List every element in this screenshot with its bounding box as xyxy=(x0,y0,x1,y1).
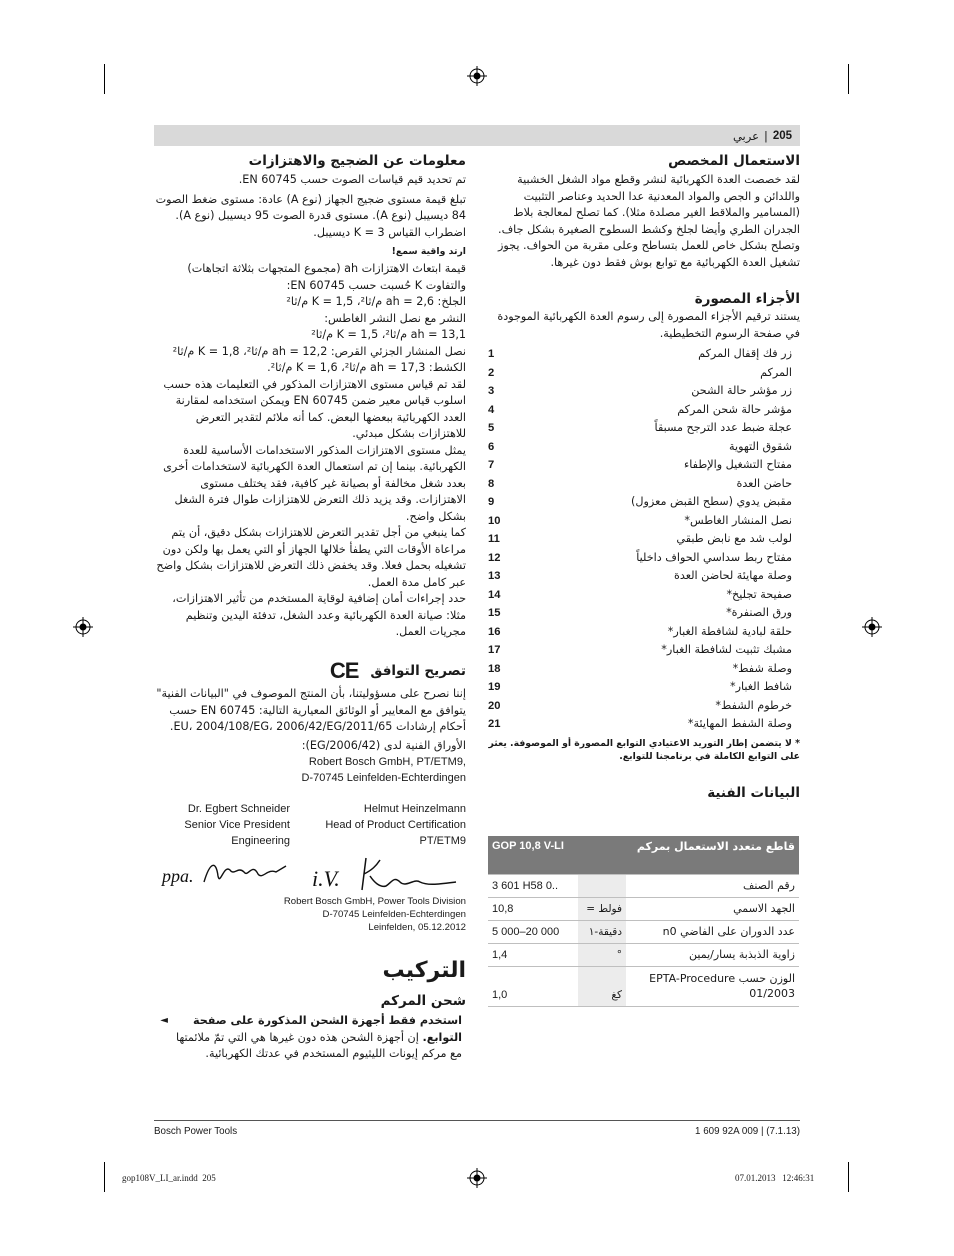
component-item xyxy=(488,493,800,512)
component-item xyxy=(488,345,800,364)
table-row xyxy=(488,966,799,1006)
conformity-address2: D-70745 Leinfelden-Echterdingen xyxy=(301,772,466,784)
table-cell-unit: ° xyxy=(578,943,626,966)
page-header xyxy=(690,127,792,145)
table-row xyxy=(488,874,799,897)
component-item xyxy=(488,623,800,642)
component-number: 12 xyxy=(488,551,501,564)
technical-data-table xyxy=(488,836,799,1007)
signer-1 xyxy=(170,801,290,849)
component-number: 16 xyxy=(488,625,501,638)
component-label: شافط الغبار* xyxy=(729,680,792,693)
component-number: 2 xyxy=(488,366,495,379)
component-item xyxy=(488,419,800,438)
component-number: 10 xyxy=(488,514,501,527)
table-cell-value: 10,8 xyxy=(488,897,578,920)
division-line3: Leinfelden, 05.12.2012 xyxy=(368,922,466,933)
signature-2-icon xyxy=(310,852,460,896)
noise-grind: الجلخ: ah = 2,6 م/ثا²، K = 1,5 م/ثا² xyxy=(286,295,466,308)
component-label: مقبض يدوي (سطح القبض معزول) xyxy=(631,495,792,508)
table-cell-label: الجهد الاسمي xyxy=(626,897,799,920)
table-header-model: GOP 10,8 V-LI xyxy=(488,836,578,874)
intended-use-title: الاستعمال المخصص xyxy=(668,153,800,169)
noise-p7: حدد إجراءات أمان إضافية لوقاية المستخدم من تأثير الاهتزازات، مثلا: صيانة العدة الكهربائية وعدد الشغل، تدفئة اليدين وتنظيم مجريات العمل. xyxy=(172,592,466,638)
table-row xyxy=(488,897,799,920)
components-note: * لا يتضمن إطار التوريد الاعتيادي التوابع المصورة أو الموصوفة. يعثر على التوابع الكاملة في برنامجنا للتوابع. xyxy=(488,737,800,762)
slug-file xyxy=(122,1173,216,1183)
components-title: الأجزاء المصورة xyxy=(694,291,800,307)
component-label: حلقة لبادية لشافطة الغبار* xyxy=(667,624,792,638)
noise-plunge: ah = 13,1 م/ثا²، K = 1,5 م/ثا² xyxy=(311,328,466,341)
component-number: 1 xyxy=(488,348,495,360)
table-cell-value: 5 000–20 000 xyxy=(488,920,578,943)
noise-p3: قيمة ابتعاث الاهتزازات ah (مجموع المتجهات بثلاثة اتجاهات) والتفاوت K حُسبت حسب EN 60745: xyxy=(187,262,466,292)
footer-brand: Bosch Power Tools xyxy=(154,1126,238,1137)
table-cell-value: 1,0 xyxy=(488,966,578,1006)
component-number: 11 xyxy=(488,533,500,545)
division-line1: Robert Bosch GmbH, Power Tools Division xyxy=(283,896,466,907)
noise-p1: تم تحديد قيم قياسات الصوت حسب EN 60745. xyxy=(238,173,466,186)
table-cell-label: عدد الدوران على الفاضي n0 xyxy=(626,920,799,943)
assembly-section xyxy=(154,955,466,1063)
table-row xyxy=(488,920,799,943)
slug-time: 12:46:31 xyxy=(782,1173,815,1183)
component-number: 9 xyxy=(488,496,495,508)
component-number: 7 xyxy=(488,459,495,471)
signer2-name: Helmut Heinzelmann xyxy=(363,803,466,815)
page-number: 205 xyxy=(772,130,792,142)
component-label: شقوق التهوية xyxy=(729,439,792,453)
crop-mark xyxy=(848,64,849,94)
components-list xyxy=(488,345,800,734)
noise-warning: ارتد واقية سمع! xyxy=(391,246,466,257)
noise-p5: يمثل مستوى الاهتزازات المذكور الاستخدامات الأساسية للعدة الكهربائية. بينما إن تم استعمال العدة الكهربائية لاستخدامات أخرى بعدد شغل مخالفة أو بصيانة غير كافية، فقد يختلف مستوى الاهتزازات. وقد يزيد ذلك التعرض للاهتزازات طوال فترة الشغل بشكل واضح. xyxy=(163,443,466,523)
component-number: 3 xyxy=(488,385,495,397)
component-item xyxy=(488,567,800,586)
component-item xyxy=(488,697,800,716)
table-row xyxy=(488,943,799,966)
technical-data-title: البيانات الفنية xyxy=(707,784,800,801)
component-number: 14 xyxy=(488,588,501,601)
component-number: 17 xyxy=(488,644,501,656)
component-number: 19 xyxy=(488,681,501,693)
component-number: 20 xyxy=(488,699,501,712)
charging-bullet-bold: استخدم فقط أجهزة الشحن المذكورة على صفحة التوابع. xyxy=(192,1014,462,1044)
component-label: مؤشر حالة شحن المركم xyxy=(677,402,792,416)
component-number: 13 xyxy=(488,570,501,582)
component-item xyxy=(488,678,800,697)
footer-rule xyxy=(154,1120,800,1121)
component-item xyxy=(488,382,800,401)
registration-mark-icon xyxy=(862,617,882,637)
component-number: 5 xyxy=(488,422,495,434)
table-cell-label: زاوية الذبذبة يسار/يمين xyxy=(626,943,799,966)
conformity-address1: Robert Bosch GmbH, PT/ETM9, xyxy=(308,756,466,768)
component-label: نصل المنشار الغاطس* xyxy=(684,513,792,527)
battery-charging-title: شحن المركم xyxy=(380,993,466,1009)
noise-p2: تبلغ قيمة مستوى ضجيج الجهاز (نوع A) عادة: مستوى ضغط الصوت 84 ديسيبل (نوع A). مستوى قدرة الصوت 95 ديسيبل (نوع A). اضطراب القياس K = 3 ديسيبل. xyxy=(155,192,466,239)
signature-2-prefix: i.V. xyxy=(312,866,340,891)
conformity-title: تصريح التوافق xyxy=(370,663,466,679)
signer2-title1: Head of Product Certification xyxy=(325,819,466,831)
slug-date: 07.01.2013 xyxy=(735,1173,776,1183)
noise-scrape: الكشط: ah = 17,3 م/ثا²، K = 1,6 م/ثا². xyxy=(267,361,466,374)
component-item xyxy=(488,660,800,679)
signer1-title2: Engineering xyxy=(231,835,290,847)
right-column xyxy=(488,153,800,801)
crop-mark xyxy=(104,64,105,94)
signer2-title2: PT/ETM9 xyxy=(419,835,466,847)
table-cell-unit: فولط = xyxy=(578,897,626,920)
table-header-row xyxy=(488,836,799,874)
table-cell-unit: دقيقة-١ xyxy=(578,920,626,943)
division-line2: D-70745 Leinfelden-Echterdingen xyxy=(322,909,466,920)
component-item xyxy=(488,364,800,383)
table-cell-unit: كغ xyxy=(578,966,626,1006)
component-label: زر مؤشر حالة الشحن xyxy=(691,384,792,397)
slug-page: 205 xyxy=(202,1173,216,1183)
component-label: مشبك تثبيت لشافطة الغبار* xyxy=(661,643,792,656)
charging-bullet-rest: إن أجهزة الشحن هذه دون غيرها هي التي تمّ ملائمتها مع مركم إيونات الليثيوم المستخدم في عدتك الكهربائية. xyxy=(175,1030,462,1060)
noise-segment: نصل المنشار الجزئي القرص: ah = 12,2 م/ثا²، K = 1,8 م/ثا² xyxy=(172,344,466,358)
conformity-section xyxy=(154,658,466,786)
component-label: صفيحة تجليخ* xyxy=(726,587,792,601)
components-intro: يستند ترقيم الأجزاء المصورة إلى رسوم العدة الكهربائية الموجودة في صفحة الرسوم التخطيطية. xyxy=(497,310,800,340)
component-number: 18 xyxy=(488,662,501,675)
conformity-p2: الأوراق الفنية لدى (2006/42/EG): xyxy=(301,738,466,752)
component-item xyxy=(488,438,800,457)
component-number: 4 xyxy=(488,403,495,416)
signature-1-icon xyxy=(160,852,290,896)
component-item xyxy=(488,456,800,475)
component-label: ورق الصنفرة* xyxy=(726,606,792,619)
component-label: خرطوم الشفط* xyxy=(715,698,792,712)
footer-doc-number: 1 609 92A 009 | (7.1.13) xyxy=(695,1126,800,1137)
component-label: عجلة ضبط عدد الترجح مسبقاً xyxy=(654,421,792,434)
table-cell-unit xyxy=(578,874,626,897)
crop-mark xyxy=(104,1162,105,1192)
component-label: لولب شد مع نابض طبقي xyxy=(676,532,792,545)
table-cell-label: الوزن حسب EPTA-Procedure 01/2003 xyxy=(626,966,799,1006)
header-separator: | xyxy=(763,129,768,143)
table-header-label: قاطع متعدد الاستعمال بمركم xyxy=(626,836,799,874)
component-number: 15 xyxy=(488,607,501,619)
component-item xyxy=(488,641,800,660)
component-label: زر فك إقفال المركم xyxy=(698,347,792,360)
component-item xyxy=(488,512,800,531)
table-cell-label: رقم الصنف xyxy=(626,874,799,897)
division-block xyxy=(240,895,466,934)
ce-mark: CE xyxy=(329,658,359,683)
component-label: مفتاح ربط سداسي الحواف داخلياً xyxy=(636,550,792,564)
noise-p6: كما ينبغي من أجل تقدير التعرض للاهتزازات بشكل دقيق، أن يتم مراعاة الأوقات التي يطفأ خلالها الجهاز أو التي يعمل بها ولكن دون تشغيله بحمل فعلا. وقد يخفض ذلك التعرض للاهتزازات بشكل واضح عبر كامل مدة العمل. xyxy=(156,526,466,589)
bullet-triangle-icon: ◄ xyxy=(160,1015,168,1026)
slug-datetime xyxy=(735,1173,814,1183)
registration-mark-icon xyxy=(467,1168,487,1188)
component-label: مفتاح التشغيل والإطفاء xyxy=(683,458,792,471)
registration-mark-icon xyxy=(467,66,487,86)
component-label: المركم xyxy=(760,365,792,379)
left-column xyxy=(154,153,466,641)
component-item xyxy=(488,586,800,605)
noise-plunge-label: النشر مع نصل النشر الغاطس: xyxy=(324,311,466,325)
signer-2 xyxy=(300,801,466,849)
component-label: وصلة الشفط المهايئة* xyxy=(687,717,792,730)
component-item xyxy=(488,401,800,420)
table-cell-value: 3 601 H58 0.. xyxy=(488,874,578,897)
intended-use-body: لقد خصصت العدة الكهربائية لنشر وقطع مواد الشغل الخشبية واللدائن و الجص والمواد المعدنية عدا الحديد وعناصر التثبيت (المسامير والملاقط الغير مصلدة مثلا). كما تصلح لمعالجة بلاط الجدران الطري وأيضا لجلخ وكشط السطوح الصغيرة بشكل جاف. وتصلح بشكل خاص للعمل بتساطح وعلى مقربة من الحواف. يجوز تشغيل العدة الكهربائية مع توابع بوش فقط دون غيرها. xyxy=(497,173,800,269)
component-item xyxy=(488,530,800,549)
registration-mark-icon xyxy=(73,617,93,637)
component-number: 21 xyxy=(488,718,501,730)
crop-mark xyxy=(848,1162,849,1192)
component-item xyxy=(488,604,800,623)
noise-p4: لقد تم قياس مستوى الاهتزازات المذكور في التعليمات هذه حسب اسلوب قياس معير ضمن EN 60745 ويمكن استخدامه لمقارنة العدد الكهربائية ببعضها البعض. كما أنه ملائم لتقدير التعرض للاهتزازات بشكل مبدئي. xyxy=(163,377,466,440)
header-language: عربي xyxy=(732,129,759,143)
signer1-title1: Senior Vice President xyxy=(184,819,290,831)
assembly-title: التركيب xyxy=(382,958,466,983)
component-label: حاضن العدة xyxy=(736,476,792,490)
table-cell-value: 1,4 xyxy=(488,943,578,966)
component-item xyxy=(488,715,800,734)
component-item xyxy=(488,549,800,568)
component-label: وصلة شفط* xyxy=(732,661,792,675)
component-item xyxy=(488,475,800,494)
conformity-p1: إننا نصرح على مسؤوليتنا، بأن المنتج الموصوف في "البيانات الفنية" يتوافق مع المعايير أو الوثائق المعيارية التالية: EN 60745 حسب أحكام إرشادات 2011/65/EU، 2004/108/EG، 2006/42/EG. xyxy=(156,687,466,733)
component-number: 6 xyxy=(488,440,495,453)
signature-1-prefix: ppa. xyxy=(162,866,194,886)
charging-bullet xyxy=(154,1013,466,1063)
component-number: 8 xyxy=(488,477,495,490)
signer1-name: Dr. Egbert Schneider xyxy=(187,803,290,815)
slug-filename: gop108V_LI_ar.indd xyxy=(122,1173,198,1183)
noise-title: معلومات عن الضجيج والاهتزازات xyxy=(248,153,466,169)
component-label: وصلة مهايئة لحاضن العدة xyxy=(673,569,792,582)
